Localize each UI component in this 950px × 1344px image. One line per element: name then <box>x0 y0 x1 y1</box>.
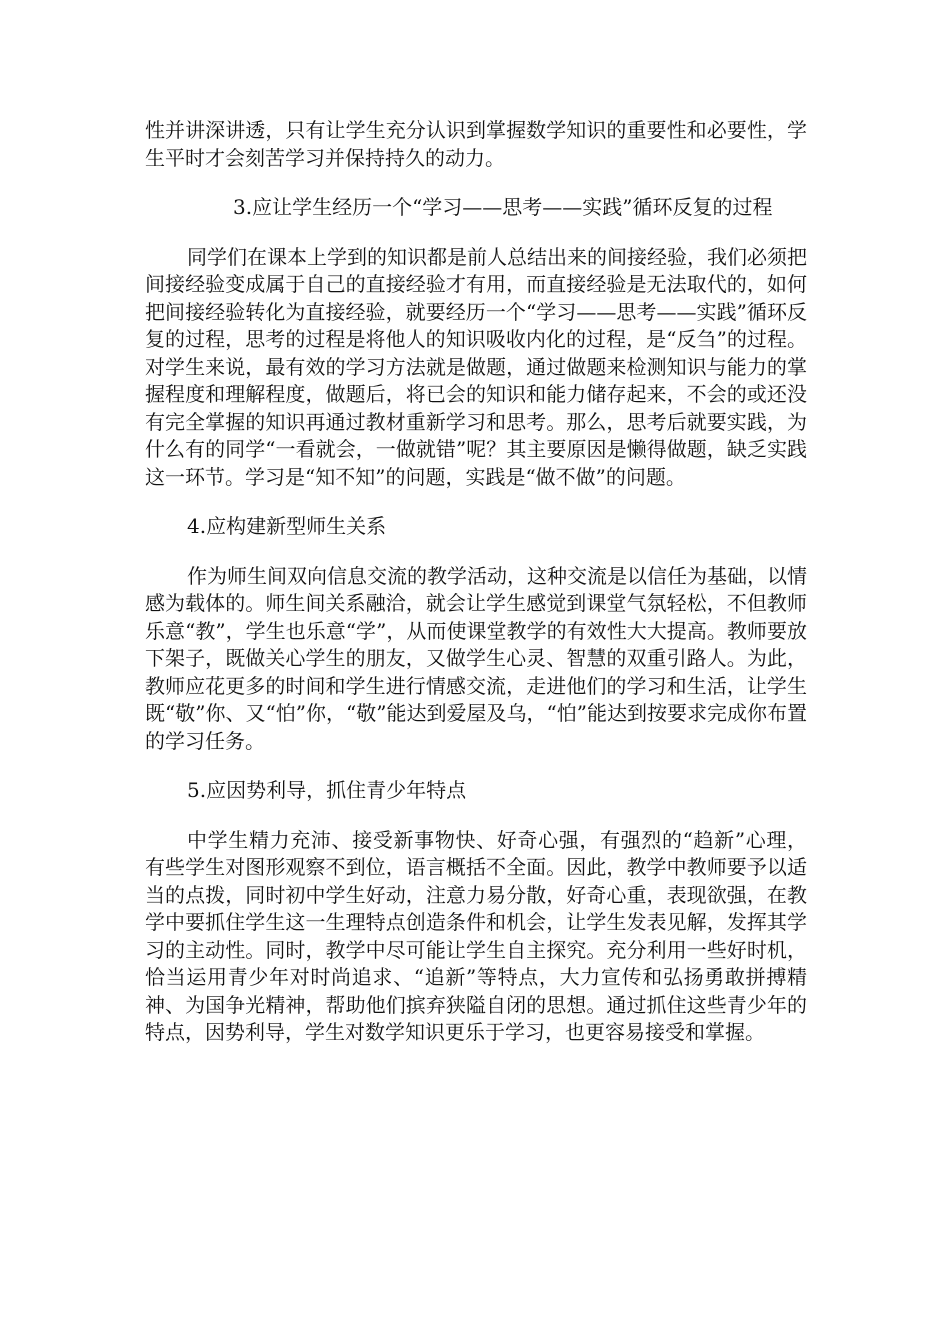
intro-paragraph: 性并讲深讲透，只有让学生充分认识到掌握数学知识的重要性和必要性，学生平时才会刻苦学习并保持持久的动力。 <box>145 118 807 170</box>
document-page <box>145 117 807 1047</box>
section-4-heading: 4.应构建新型师生关系 <box>187 514 387 538</box>
section-3-heading: 3.应让学生经历一个“学习——思考——实践”循环反复的过程 <box>233 195 773 219</box>
section-4-body: 作为师生间双向信息交流的教学活动，这种交流是以信任为基础，以情感为载体的。师生间关系融洽，就会让学生感觉到课堂气氛轻松，不但教师乐意“教”，学生也乐意“学”，从而使课堂教学的有效性大大提高。教师要放下架子，既做关心学生的朋友，又做学生心灵、智慧的双重引路人。为此，教师应花更多的时间和学生进行情感交流，走进他们的学习和生活，让学生既“敬”你、又“怕”你，“敬”能达到爱屋及乌，“怕”能达到按要求完成你布置的学习任务。 <box>145 563 807 753</box>
section-3-body: 同学们在课本上学到的知识都是前人总结出来的间接经验，我们必须把间接经验变成属于自己的直接经验才有用，而直接经验是无法取代的，如何把间接经验转化为直接经验，就要经历一个“学习——思考——实践”循环反复的过程，思考的过程是将他人的知识吸收内化的过程，是“反刍”的过程。对学生来说，最有效的学习方法就是做题，通过做题来检测知识与能力的掌握程度和理解程度，做题后，将已会的知识和能力储存起来，不会的或还没有完全掌握的知识再通过教材重新学习和思考。那么，思考后就要实践，为什么有的同学“一看就会，一做就错”呢？其主要原因是懒得做题，缺乏实践这一环节。学习是“知不知”的问题，实践是“做不做”的问题。 <box>145 244 807 489</box>
section-5-heading: 5.应因势利导，抓住青少年特点 <box>187 778 467 802</box>
section-5-body: 中学生精力充沛、接受新事物快、好奇心强，有强烈的“趋新”心理，有些学生对图形观察不到位，语言概括不全面。因此，教学中教师要予以适当的点拨，同时初中学生好动，注意力易分散，好奇心重，表现欲强，在教学中要抓住学生这一生理特点创造条件和机会，让学生发表见解，发挥其学习的主动性。同时，教学中尽可能让学生自主探究。充分利用一些好时机，恰当运用青少年对时尚追求、“追新”等特点，大力宣传和弘扬勇敢拼搏精神、为国争光精神，帮助他们摈弃狭隘自闭的思想。通过抓住这些青少年的特点，因势利导，学生对数学知识更乐于学习，也更容易接受和掌握。 <box>145 827 807 1044</box>
